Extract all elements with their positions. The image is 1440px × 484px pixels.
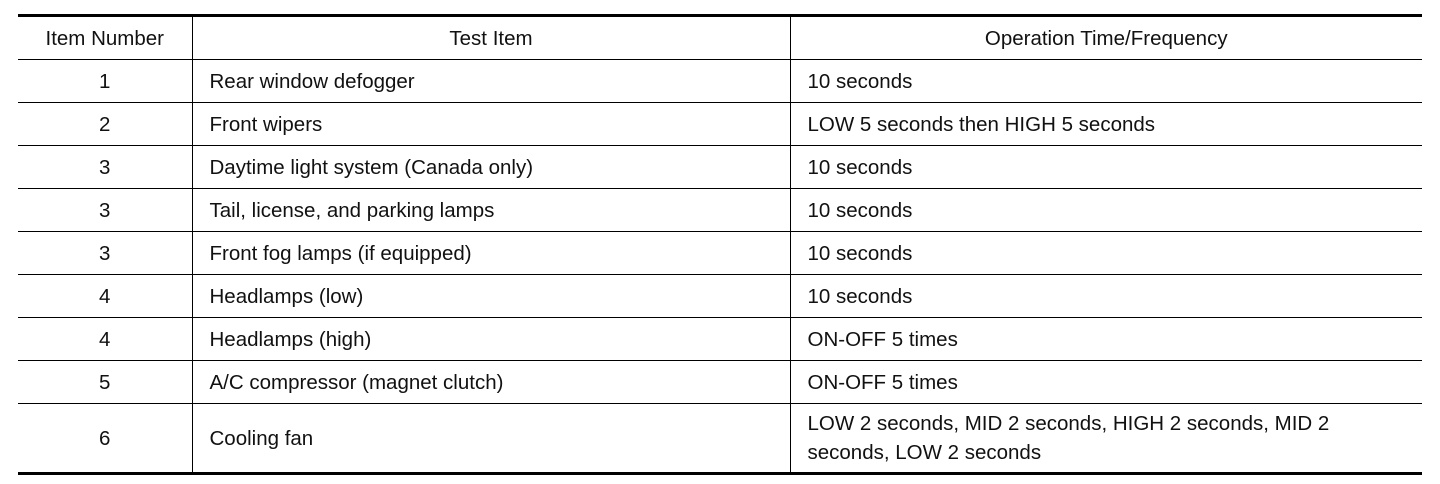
table-header-row xyxy=(18,16,1422,60)
test-items-table xyxy=(18,14,1422,475)
item-number-cell: 3 xyxy=(18,189,192,232)
table-row xyxy=(18,318,1422,361)
test-item-cell: Cooling fan xyxy=(192,404,790,474)
test-item-cell: Front fog lamps (if equipped) xyxy=(192,232,790,275)
operation-cell: 10 seconds xyxy=(790,189,1422,232)
table-row xyxy=(18,275,1422,318)
table-row xyxy=(18,232,1422,275)
operation-cell: 10 seconds xyxy=(790,60,1422,103)
test-item-cell: Rear window defogger xyxy=(192,60,790,103)
header-item-number: Item Number xyxy=(18,16,192,60)
operation-cell: 10 seconds xyxy=(790,275,1422,318)
operation-cell: ON-OFF 5 times xyxy=(790,318,1422,361)
operation-cell: ON-OFF 5 times xyxy=(790,361,1422,404)
item-number-cell: 3 xyxy=(18,232,192,275)
operation-cell: 10 seconds xyxy=(790,232,1422,275)
item-number-cell: 5 xyxy=(18,361,192,404)
test-item-cell: Headlamps (high) xyxy=(192,318,790,361)
table-row xyxy=(18,404,1422,474)
table-row xyxy=(18,60,1422,103)
test-item-cell: A/C compressor (magnet clutch) xyxy=(192,361,790,404)
table-row xyxy=(18,103,1422,146)
table-container xyxy=(18,14,1422,475)
table-row xyxy=(18,189,1422,232)
operation-cell: LOW 5 seconds then HIGH 5 seconds xyxy=(790,103,1422,146)
item-number-cell: 4 xyxy=(18,318,192,361)
header-operation: Operation Time/Frequency xyxy=(790,16,1422,60)
operation-cell: 10 seconds xyxy=(790,146,1422,189)
item-number-cell: 4 xyxy=(18,275,192,318)
table-row xyxy=(18,361,1422,404)
item-number-cell: 1 xyxy=(18,60,192,103)
item-number-cell: 3 xyxy=(18,146,192,189)
table-row xyxy=(18,146,1422,189)
item-number-cell: 2 xyxy=(18,103,192,146)
test-item-cell: Daytime light system (Canada only) xyxy=(192,146,790,189)
test-item-cell: Tail, license, and parking lamps xyxy=(192,189,790,232)
item-number-cell: 6 xyxy=(18,404,192,474)
test-item-cell: Headlamps (low) xyxy=(192,275,790,318)
test-item-cell: Front wipers xyxy=(192,103,790,146)
header-test-item: Test Item xyxy=(192,16,790,60)
operation-cell: LOW 2 seconds, MID 2 seconds, HIGH 2 seconds, MID 2 seconds, LOW 2 seconds xyxy=(790,404,1422,474)
